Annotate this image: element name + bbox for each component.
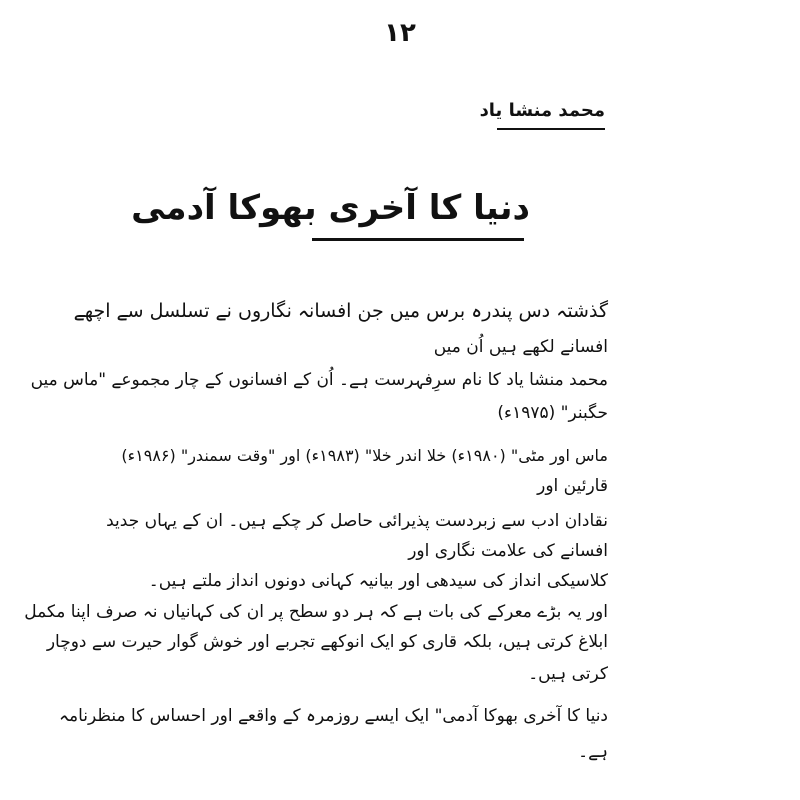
story-title: دنیا کا آخری بھوکا آدمی (131, 188, 530, 228)
body-line: افسانے کی علامت نگاری اور (408, 541, 608, 561)
page-number: ۱۲ (384, 18, 416, 48)
body-line: نقادان ادب سے زبردست پذیرائی حاصل کر چکے ہیں۔ ان کے یہاں جدید (106, 511, 608, 531)
body-line: ابلاغ کرتی ہیں، بلکہ قاری کو ایک انوکھے تجربے اور خوش گوار حیرت سے دوچار (46, 632, 608, 652)
body-line: قارئین اور (537, 476, 608, 496)
author-name: محمد منشا یاد (479, 100, 605, 121)
title-underline (312, 238, 524, 241)
body-line: ہے۔ (578, 742, 608, 762)
author-underline (497, 128, 605, 130)
body-line: کرتی ہیں۔ (528, 664, 608, 684)
body-line: محمد منشا یاد کا نام سرِفہرست ہے۔ اُن کے افسانوں کے چار مجموعے "ماس میں (30, 370, 608, 390)
body-line: ماس اور مٹی" (۱۹۸۰ء) خلا اندر خلا" (۱۹۸۳ء) اور "وقت سمندر" (۱۹۸۶ء) (121, 446, 608, 465)
body-line: گذشتہ دس پندرہ برس میں جن افسانہ نگاروں نے تسلسل سے اچھے (73, 300, 608, 322)
body-line: کلاسیکی انداز کی سیدھی اور بیانیہ کہانی دونوں انداز ملتے ہیں۔ (148, 571, 608, 591)
body-line: افسانے لکھے ہیں اُن میں (433, 337, 608, 357)
body-line: اور یہ بڑے معرکے کی بات ہے کہ ہر دو سطح پر ان کی کہانیاں نہ صرف اپنا مکمل (24, 602, 608, 622)
body-line: دنیا کا آخری بھوکا آدمی" ایک ایسے روزمرہ کے واقعے اور احساس کا منظرنامہ (59, 706, 608, 726)
body-line: حگبنر" (۱۹۷۵ء) (497, 403, 608, 423)
